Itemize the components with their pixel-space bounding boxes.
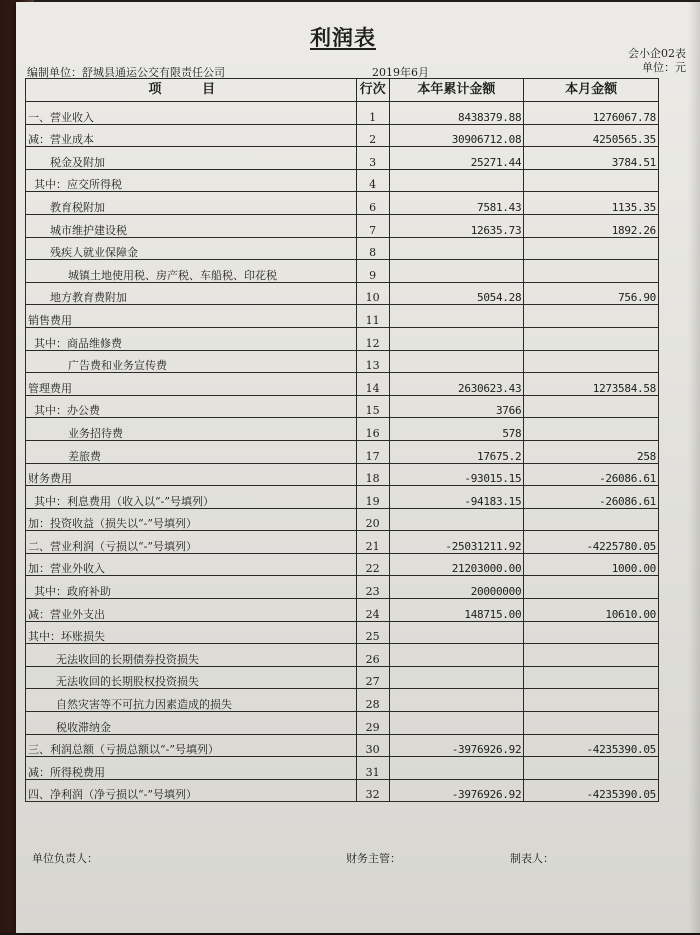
row-month-amount: 1135.35: [524, 192, 659, 215]
header-item: 项 目: [26, 79, 357, 102]
table-header-row: [26, 79, 659, 102]
row-month-amount: 1273584.58: [524, 373, 659, 396]
table-row: [26, 237, 659, 260]
income-statement-table: [25, 78, 659, 802]
document-title: 利润表: [310, 25, 376, 50]
row-month-amount: -4235390.05: [524, 779, 659, 802]
table-row: [26, 734, 659, 757]
row-month-amount: 1000.00: [524, 553, 659, 576]
report-period: 2019年6月: [372, 66, 429, 79]
row-month-amount: [524, 418, 659, 441]
table-row: [26, 169, 659, 192]
row-line-number: 15: [356, 395, 389, 418]
row-item-label: 加：营业外收入: [26, 553, 357, 576]
row-item-label: 广告费和业务宣传费: [26, 350, 357, 373]
row-line-number: 7: [356, 214, 389, 237]
row-item-label: 一、营业收入: [26, 102, 357, 125]
row-line-number: 25: [356, 621, 389, 644]
row-line-number: 22: [356, 553, 389, 576]
row-line-number: 28: [356, 689, 389, 712]
row-line-number: 12: [356, 327, 389, 350]
row-month-amount: [524, 689, 659, 712]
row-month-amount: [524, 237, 659, 260]
row-line-number: 30: [356, 734, 389, 757]
row-ytd-amount: 17675.2: [389, 440, 524, 463]
row-ytd-amount: [389, 305, 524, 328]
row-month-amount: 10610.00: [524, 599, 659, 622]
row-ytd-amount: 21203000.00: [389, 553, 524, 576]
table-row: [26, 260, 659, 283]
table-row: [26, 666, 659, 689]
row-item-label: 其中：办公费: [26, 395, 357, 418]
row-ytd-amount: 20000000: [389, 576, 524, 599]
row-month-amount: 4250565.35: [524, 124, 659, 147]
table-row: [26, 373, 659, 396]
row-ytd-amount: 12635.73: [389, 214, 524, 237]
row-line-number: 10: [356, 282, 389, 305]
row-line-number: 18: [356, 463, 389, 486]
row-line-number: 2: [356, 124, 389, 147]
row-ytd-amount: -25031211.92: [389, 531, 524, 554]
row-line-number: 13: [356, 350, 389, 373]
table-row: [26, 192, 659, 215]
table-row: [26, 395, 659, 418]
table-row: [26, 486, 659, 509]
row-ytd-amount: [389, 169, 524, 192]
table-row: [26, 147, 659, 170]
row-item-label: 税金及附加: [26, 147, 357, 170]
row-month-amount: -4235390.05: [524, 734, 659, 757]
row-month-amount: [524, 621, 659, 644]
signature-preparer: 制表人：: [510, 852, 554, 865]
row-ytd-amount: 30906712.08: [389, 124, 524, 147]
row-ytd-amount: 3766: [389, 395, 524, 418]
row-item-label: 地方教育费附加: [26, 282, 357, 305]
row-month-amount: -26086.61: [524, 486, 659, 509]
table-row: [26, 327, 659, 350]
row-line-number: 32: [356, 779, 389, 802]
row-month-amount: [524, 712, 659, 735]
row-item-label: 教育税附加: [26, 192, 357, 215]
row-item-label: 残疾人就业保障金: [26, 237, 357, 260]
row-month-amount: [524, 395, 659, 418]
row-month-amount: -4225780.05: [524, 531, 659, 554]
row-item-label: 减：营业成本: [26, 124, 357, 147]
row-item-label: 财务费用: [26, 463, 357, 486]
row-ytd-amount: 578: [389, 418, 524, 441]
row-month-amount: 1892.26: [524, 214, 659, 237]
row-line-number: 27: [356, 666, 389, 689]
row-line-number: 3: [356, 147, 389, 170]
row-month-amount: [524, 757, 659, 780]
table-row: [26, 418, 659, 441]
table-row: [26, 102, 659, 125]
row-item-label: 二、营业利润（亏损以“-”号填列）: [26, 531, 357, 554]
row-item-label: 税收滞纳金: [26, 712, 357, 735]
row-ytd-amount: 5054.28: [389, 282, 524, 305]
row-item-label: 其中：政府补助: [26, 576, 357, 599]
row-ytd-amount: [389, 350, 524, 373]
row-month-amount: 1276067.78: [524, 102, 659, 125]
row-month-amount: [524, 666, 659, 689]
row-ytd-amount: [389, 327, 524, 350]
row-ytd-amount: 8438379.88: [389, 102, 524, 125]
row-item-label: 四、净利润（净亏损以“-”号填列）: [26, 779, 357, 802]
row-line-number: 17: [356, 440, 389, 463]
row-item-label: 城市维护建设税: [26, 214, 357, 237]
row-line-number: 21: [356, 531, 389, 554]
row-month-amount: [524, 644, 659, 667]
row-item-label: 管理费用: [26, 373, 357, 396]
table-row: [26, 757, 659, 780]
table-row: [26, 350, 659, 373]
row-line-number: 4: [356, 169, 389, 192]
row-ytd-amount: -93015.15: [389, 463, 524, 486]
row-ytd-amount: -3976926.92: [389, 779, 524, 802]
row-line-number: 23: [356, 576, 389, 599]
table-row: [26, 124, 659, 147]
row-line-number: 11: [356, 305, 389, 328]
row-item-label: 减：营业外支出: [26, 599, 357, 622]
row-month-amount: [524, 327, 659, 350]
row-ytd-amount: [389, 757, 524, 780]
row-item-label: 三、利润总额（亏损总额以“-”号填列）: [26, 734, 357, 757]
paper-shadow: [688, 2, 700, 935]
row-ytd-amount: [389, 689, 524, 712]
row-item-label: 其中：应交所得税: [26, 169, 357, 192]
table-row: [26, 282, 659, 305]
form-code: 会小企02表: [628, 47, 686, 60]
row-ytd-amount: [389, 712, 524, 735]
table-row: [26, 576, 659, 599]
currency-unit: 单位：元: [642, 61, 686, 74]
row-month-amount: [524, 169, 659, 192]
row-line-number: 9: [356, 260, 389, 283]
row-item-label: 其中：商品维修费: [26, 327, 357, 350]
row-ytd-amount: [389, 666, 524, 689]
row-ytd-amount: 148715.00: [389, 599, 524, 622]
header-line-no: 行次: [356, 79, 389, 102]
row-line-number: 8: [356, 237, 389, 260]
row-line-number: 31: [356, 757, 389, 780]
table-row: [26, 214, 659, 237]
row-month-amount: [524, 508, 659, 531]
signature-finance-supervisor: 财务主管：: [346, 852, 401, 865]
table-row: [26, 689, 659, 712]
row-ytd-amount: [389, 237, 524, 260]
table-row: [26, 305, 659, 328]
table-row: [26, 779, 659, 802]
table-row: [26, 644, 659, 667]
row-line-number: 24: [356, 599, 389, 622]
table-row: [26, 508, 659, 531]
row-ytd-amount: [389, 260, 524, 283]
table-row: [26, 712, 659, 735]
row-ytd-amount: 25271.44: [389, 147, 524, 170]
row-line-number: 29: [356, 712, 389, 735]
row-ytd-amount: [389, 644, 524, 667]
table-row: [26, 599, 659, 622]
row-item-label: 加：投资收益（损失以“-”号填列）: [26, 508, 357, 531]
row-item-label: 销售费用: [26, 305, 357, 328]
row-ytd-amount: [389, 508, 524, 531]
row-month-amount: 756.90: [524, 282, 659, 305]
row-line-number: 26: [356, 644, 389, 667]
row-month-amount: 3784.51: [524, 147, 659, 170]
compiling-unit: 编制单位：舒城县通运公交有限责任公司: [27, 66, 225, 79]
row-line-number: 20: [356, 508, 389, 531]
header-month-amount: 本月金额: [524, 79, 659, 102]
row-line-number: 14: [356, 373, 389, 396]
signature-unit-head: 单位负责人：: [32, 852, 98, 865]
row-month-amount: [524, 576, 659, 599]
row-item-label: 差旅费: [26, 440, 357, 463]
row-month-amount: [524, 305, 659, 328]
row-ytd-amount: -94183.15: [389, 486, 524, 509]
table-row: [26, 440, 659, 463]
row-item-label: 无法收回的长期股权投资损失: [26, 666, 357, 689]
table-row: [26, 531, 659, 554]
row-month-amount: 258: [524, 440, 659, 463]
table-row: [26, 621, 659, 644]
row-ytd-amount: 2630623.43: [389, 373, 524, 396]
table-row: [26, 553, 659, 576]
row-line-number: 6: [356, 192, 389, 215]
row-item-label: 城镇土地使用税、房产税、车船税、印花税: [26, 260, 357, 283]
row-month-amount: -26086.61: [524, 463, 659, 486]
table-row: [26, 463, 659, 486]
row-item-label: 自然灾害等不可抗力因素造成的损失: [26, 689, 357, 712]
row-item-label: 其中：利息费用（收入以“-”号填列）: [26, 486, 357, 509]
row-item-label: 无法收回的长期债券投资损失: [26, 644, 357, 667]
row-ytd-amount: [389, 621, 524, 644]
row-line-number: 16: [356, 418, 389, 441]
row-item-label: 其中：坏账损失: [26, 621, 357, 644]
row-item-label: 业务招待费: [26, 418, 357, 441]
row-month-amount: [524, 350, 659, 373]
header-ytd-amount: 本年累计金额: [389, 79, 524, 102]
row-ytd-amount: -3976926.92: [389, 734, 524, 757]
row-month-amount: [524, 260, 659, 283]
row-line-number: 1: [356, 102, 389, 125]
row-line-number: 19: [356, 486, 389, 509]
row-item-label: 减：所得税费用: [26, 757, 357, 780]
row-ytd-amount: 7581.43: [389, 192, 524, 215]
